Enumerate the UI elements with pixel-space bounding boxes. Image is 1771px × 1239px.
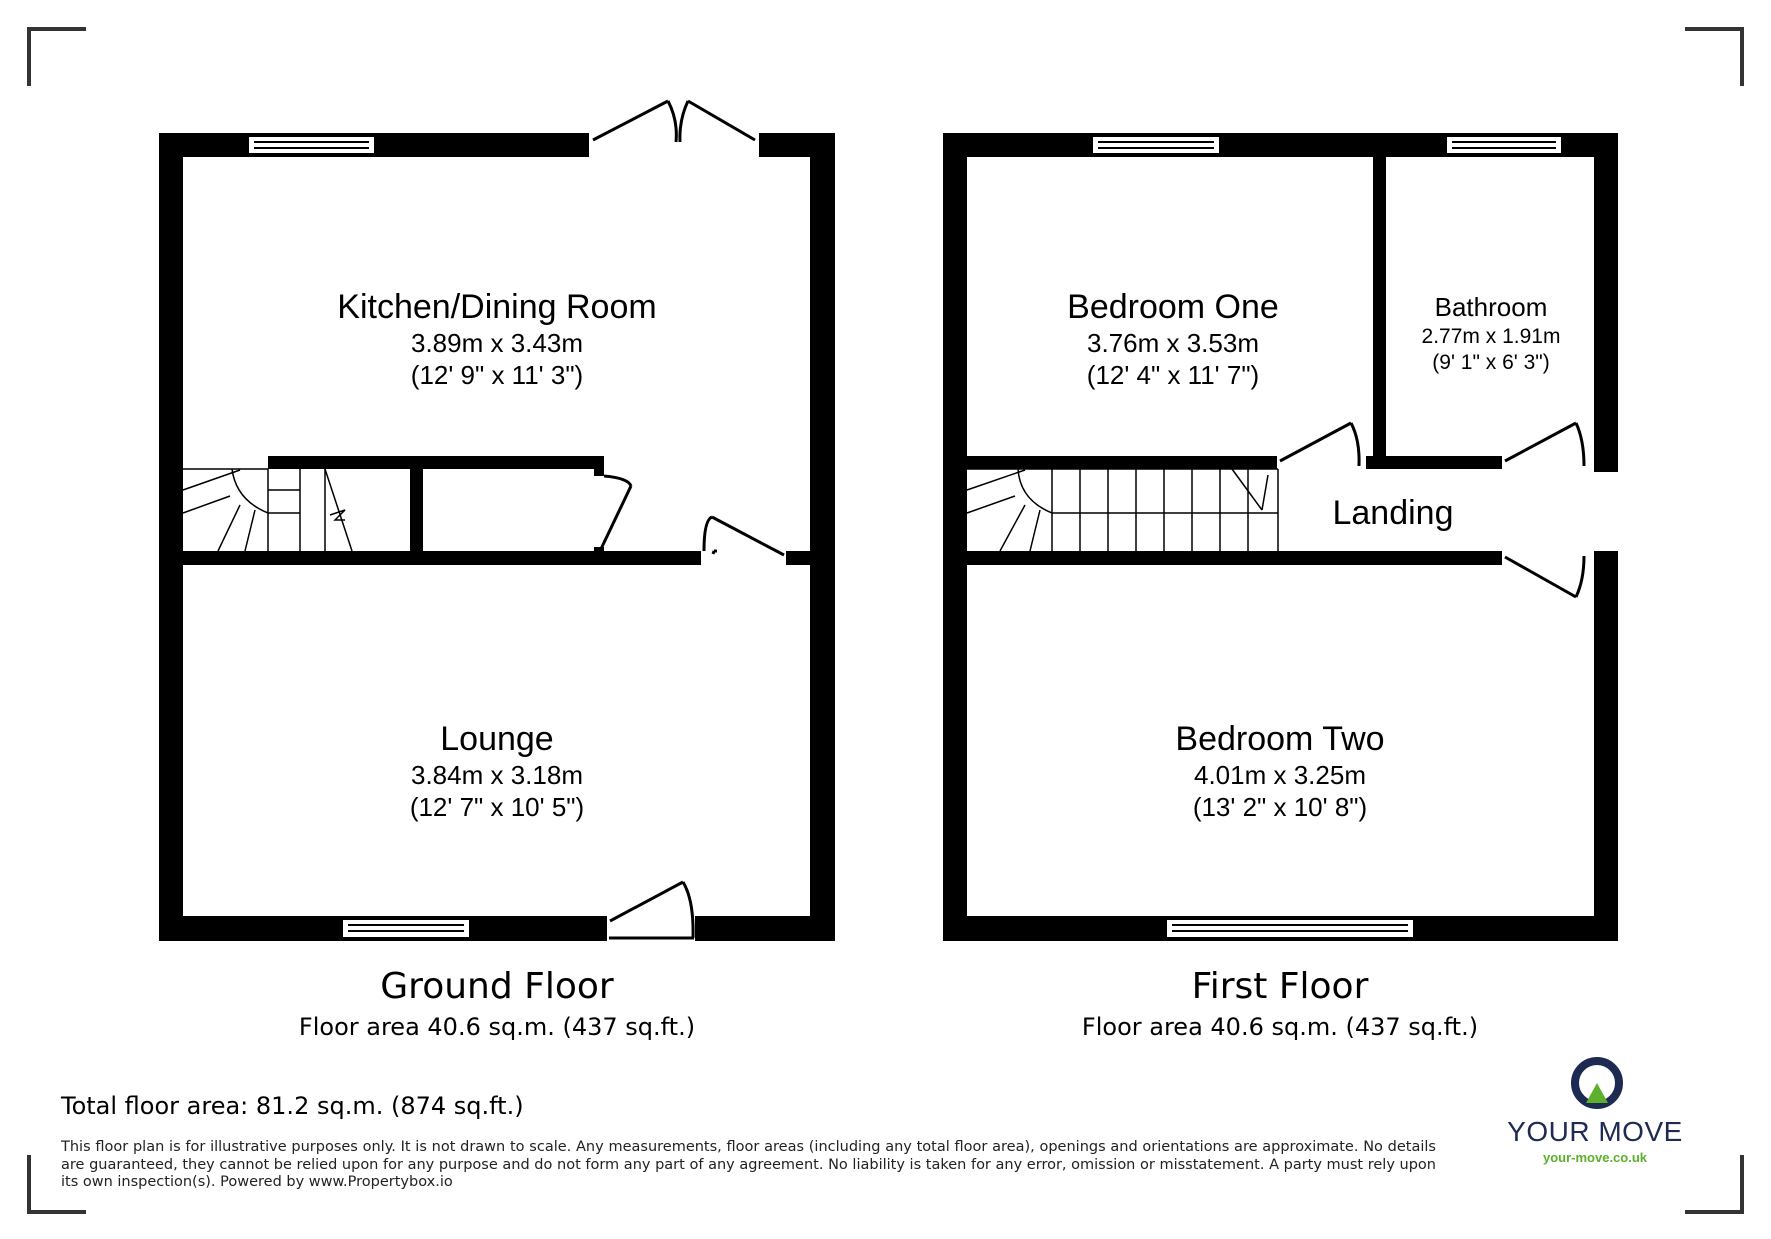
- window-lounge: [342, 919, 470, 938]
- crop-marks: [29, 29, 1742, 1212]
- window-kitchen: [248, 136, 375, 154]
- lounge-room-name: Lounge: [440, 720, 554, 758]
- window-bathroom: [1446, 136, 1562, 154]
- brand-name: YOUR MOVE: [1507, 1116, 1683, 1147]
- disclaimer-text: This floor plan is for illustrative purposes only. It is not drawn to scale. Any measurements, floor areas (including any total floor area), openings and orientations are approximate. No details are guaranteed, they cannot be relied upon for any purpose and do not form any part of any agreement. No liability is taken for any error, omission or misstatement. A party must rely upon its own inspection(s). Powered by www.Propertybox.io: [61, 1139, 1436, 1190]
- bedroom-one-metric-dimensions: 3.76m x 3.53m: [1087, 328, 1259, 358]
- bathroom-room-name: Bathroom: [1434, 292, 1548, 322]
- bedroom-two-room-name: Bedroom Two: [1175, 720, 1385, 758]
- bathroom-metric-dimensions: 2.77m x 1.91m: [1421, 325, 1561, 348]
- bedroom-two-imperial-dimensions: (13' 2" x 10' 8"): [1192, 792, 1368, 822]
- bedroom-two-metric-dimensions: 4.01m x 3.25m: [1194, 760, 1366, 790]
- bedroom-one-room-name: Bedroom One: [1067, 288, 1279, 326]
- ground-floor-area: Floor area 40.6 sq.m. (437 sq.ft.): [298, 1013, 696, 1041]
- stairs-first: [967, 469, 1278, 551]
- first-floor-area: Floor area 40.6 sq.m. (437 sq.ft.): [1081, 1013, 1479, 1041]
- kitchen-imperial-dimensions: (12' 9" x 11' 3"): [410, 360, 584, 390]
- kitchen-metric-dimensions: 3.89m x 3.43m: [411, 328, 583, 358]
- window-bedroom-one: [1092, 136, 1220, 154]
- your-move-logo-icon: [1575, 1061, 1619, 1105]
- first-floor-title: First Floor: [1191, 966, 1369, 1007]
- door-swings-ground: [600, 476, 784, 938]
- bathroom-imperial-dimensions: (9' 1" x 6' 3"): [1432, 351, 1550, 374]
- ground-floor-title: Ground Floor: [380, 966, 614, 1007]
- total-floor-area: Total floor area: 81.2 sq.m. (874 sq.ft.): [61, 1092, 524, 1120]
- brand-url: your-move.co.uk: [1542, 1150, 1648, 1165]
- kitchen-room-name: Kitchen/Dining Room: [337, 288, 657, 326]
- french-doors-icon: [593, 101, 755, 142]
- bedroom-one-imperial-dimensions: (12' 4" x 11' 7"): [1086, 360, 1260, 390]
- lounge-metric-dimensions: 3.84m x 3.18m: [411, 760, 583, 790]
- window-bedroom-two: [1166, 919, 1414, 938]
- stairs-ground: [183, 469, 352, 551]
- lounge-imperial-dimensions: (12' 7" x 10' 5"): [409, 792, 585, 822]
- landing-room-name: Landing: [1332, 494, 1454, 532]
